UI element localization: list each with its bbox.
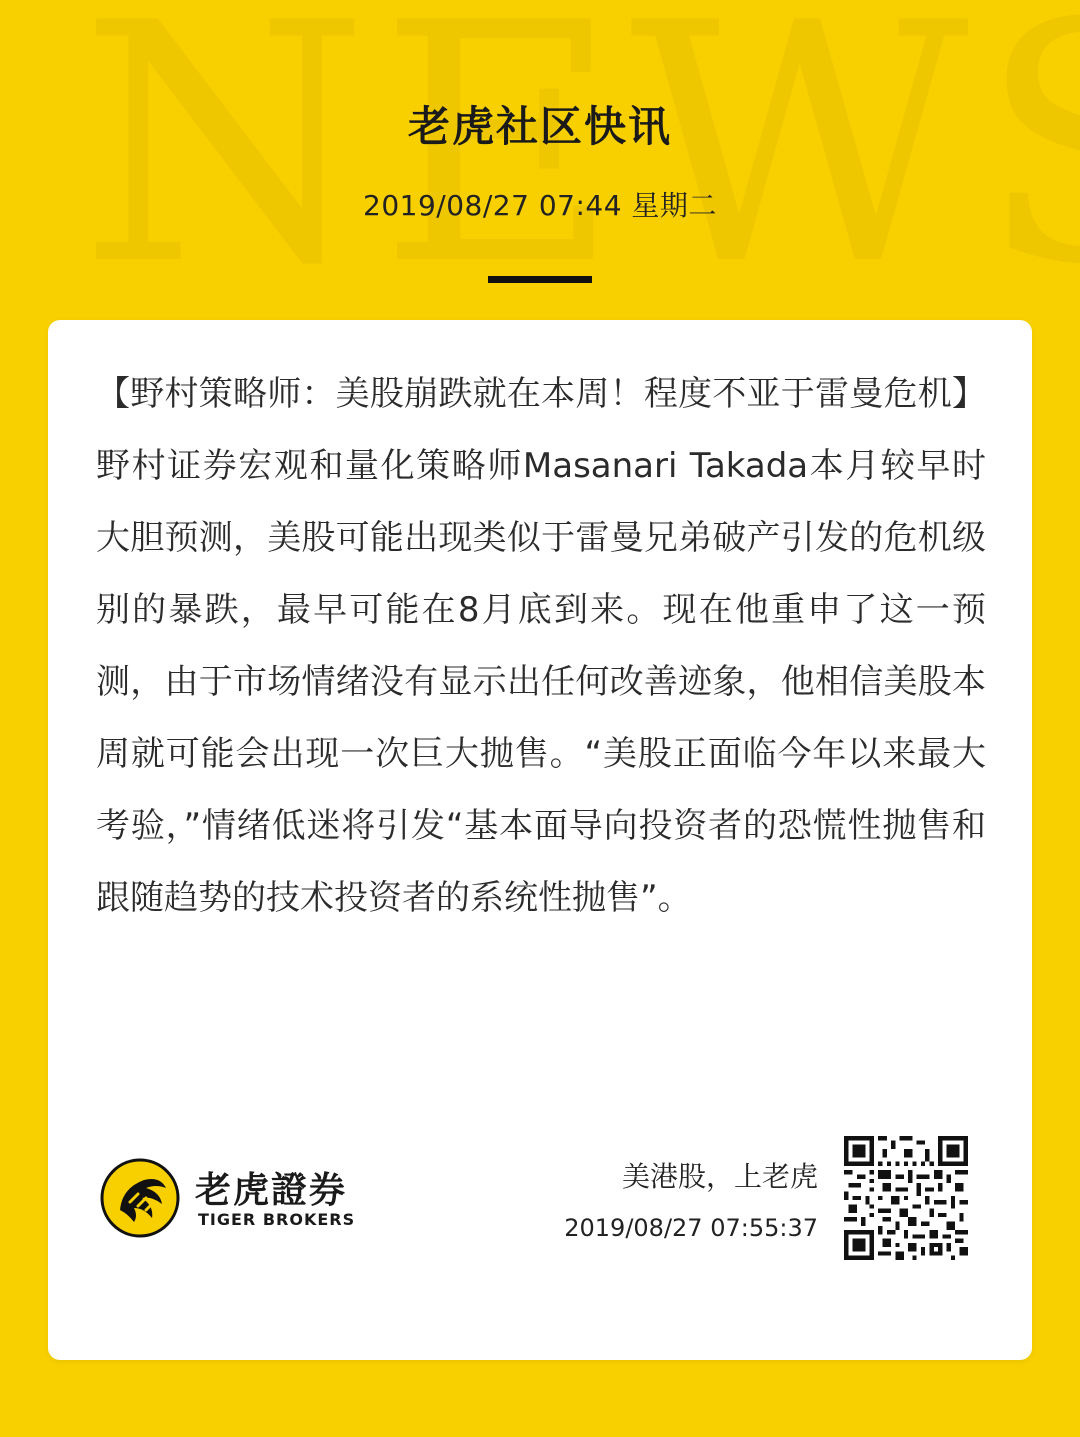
qr-code-icon[interactable]	[844, 1136, 968, 1260]
brand-name-en: TIGER BROKERS	[198, 1210, 356, 1229]
slogan: 美港股，上老虎	[621, 1160, 818, 1193]
title-divider	[488, 276, 592, 283]
tiger-logo-icon	[100, 1158, 180, 1238]
footer-info	[564, 1158, 818, 1244]
brand-block	[100, 1158, 420, 1238]
page-header	[0, 98, 1080, 283]
generated-timestamp: 2019/08/27 07:55:37	[564, 1214, 818, 1242]
publish-datetime: 2019/08/27 07:44 星期二	[363, 189, 717, 222]
page-title: 老虎社区快讯	[407, 102, 672, 151]
news-card	[48, 320, 1032, 1360]
brand-name-cn: 老虎證券	[195, 1170, 348, 1211]
article-body: 【野村策略师：美股崩跌就在本周！程度不亚于雷曼危机】野村证券宏观和量化策略师Masanari Takada本月较早时大胆预测，美股可能出现类似于雷曼兄弟破产引发的危机级别的暴跌，最早可能在8月底到来。现在他重申了这一预测，由于市场情绪没有显示出任何改善迹象，他相信美股本周就可能会出现一次巨大抛售。“美股正面临今年以来最大考验，”情绪低迷将引发“基本面导向投资者的恐慌性抛售和跟随趋势的技术投资者的系统性抛售”。	[96, 374, 986, 918]
